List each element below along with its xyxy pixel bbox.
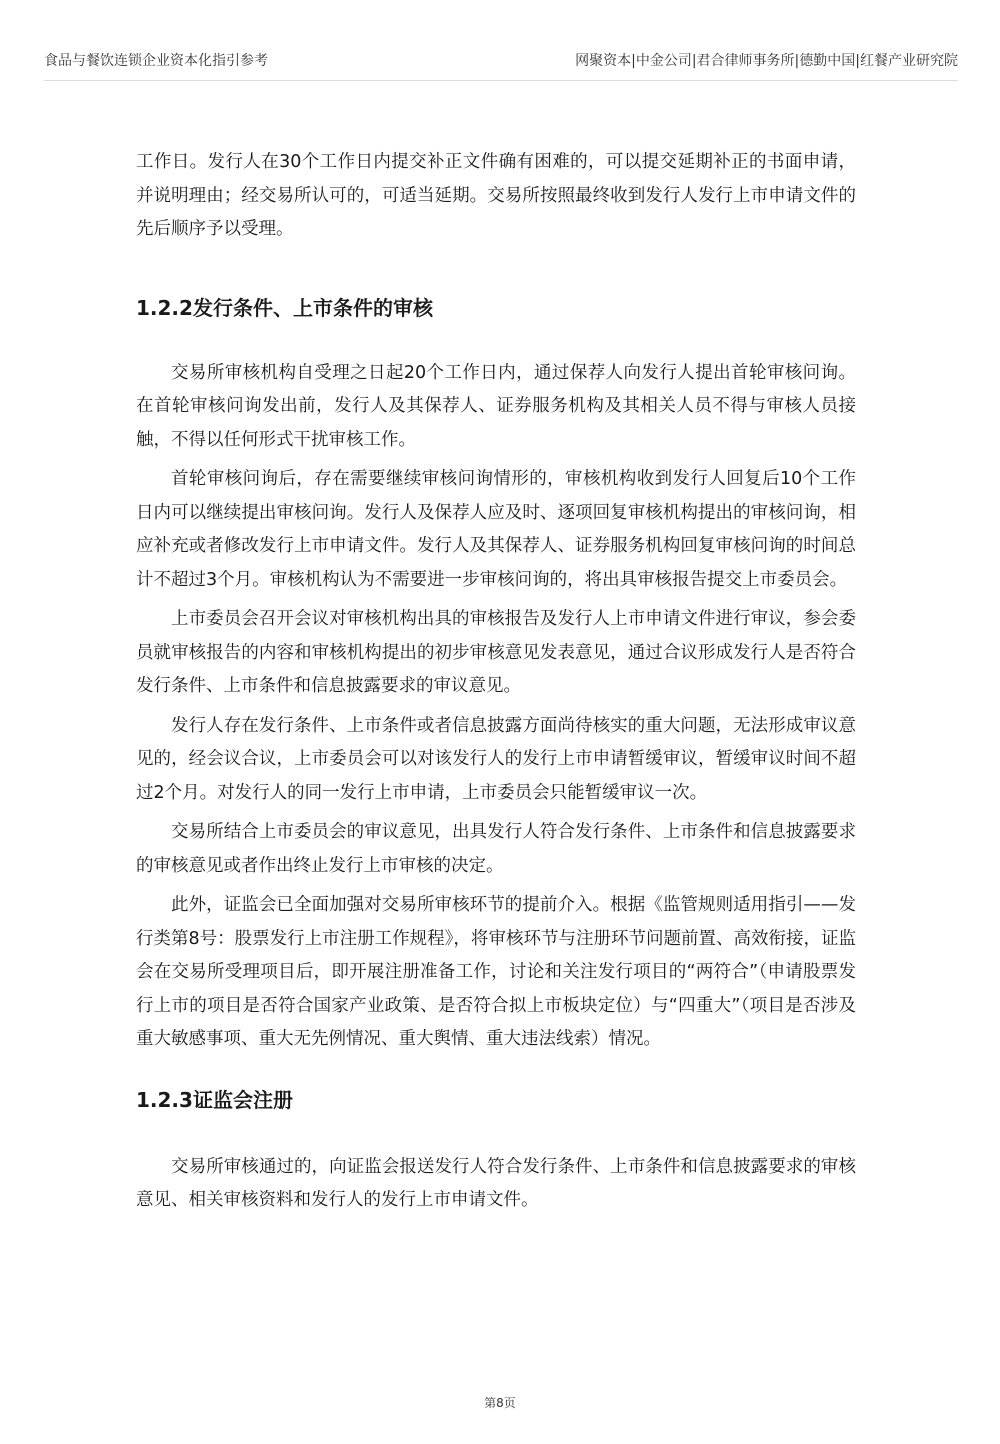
document-body xyxy=(136,146,856,1224)
paragraph-csrc-intervention: 此外，证监会已全面加强对交易所审核环节的提前介入。根据《监管规则适用指引——发行类第8号：股票发行上市注册工作规程》，将审核环节与注册环节问题前置、高效衔接，证监会在交易所受理项目后，即开展注册准备工作，讨论和关注发行项目的“两符合”（申请股票发行上市的项目是否符合国家产业政策、是否符合拟上市板块定位）与“四重大”（项目是否涉及重大敏感事项、重大无先例情况、重大舆情、重大违法线索）情况。 xyxy=(136,895,856,1049)
header-document-title: 食品与餐饮连锁企业资本化指引参考 xyxy=(44,53,268,69)
paragraph-csrc-registration: 交易所审核通过的，向证监会报送发行人符合发行条件、上市条件和信息披露要求的审核意见、相关审核资料和发行人的发行上市申请文件。 xyxy=(136,1156,856,1210)
paragraph-follow-up-review: 首轮审核问询后，存在需要继续审核问询情形的，审核机构收到发行人回复后10个工作日内可以继续提出审核问询。发行人及保荐人应及时、逐项回复审核机构提出的审核问询，相应补充或者修改发行上市申请文件。发行人及其保荐人、证券服务机构回复审核问询的时间总计不超过3个月。审核机构认为不需要进一步审核问询的，将出具审核报告提交上市委员会。 xyxy=(136,469,856,590)
header-organizations: 网聚资本|中金公司|君合律师事务所|德勤中国|红餐产业研究院 xyxy=(575,53,958,69)
section-heading-1-2-2: 1.2.2发行条件、上市条件的审核 xyxy=(136,295,433,320)
paragraph-first-review: 交易所审核机构自受理之日起20个工作日内，通过保荐人向发行人提出首轮审核问询。在首轮审核问询发出前，发行人及其保荐人、证券服务机构及其相关人员不得与审核人员接触，不得以任何形式干扰审核工作。 xyxy=(136,362,856,450)
paragraph-intro-continuation: 工作日。发行人在30个工作日内提交补正文件确有困难的，可以提交延期补正的书面申请，并说明理由；经交易所认可的，可适当延期。交易所按照最终收到发行人发行上市申请文件的先后顺序予以受理。 xyxy=(136,152,856,239)
paragraph-listing-committee: 上市委员会召开会议对审核机构出具的审核报告及发行人上市申请文件进行审议，参会委员就审核报告的内容和审核机构提出的初步审核意见发表意见，通过合议形成发行人是否符合发行条件、上市条件和信息披露要求的审议意见。 xyxy=(136,609,856,696)
page-number: 第8页 xyxy=(484,1396,516,1410)
paragraph-deferred-review: 发行人存在发行条件、上市条件或者信息披露方面尚待核实的重大问题，无法形成审议意见的，经会议合议，上市委员会可以对该发行人的发行上市申请暂缓审议，暂缓审议时间不超过2个月。对发行人的同一发行上市申请，上市委员会只能暂缓审议一次。 xyxy=(136,715,856,803)
paragraph-exchange-decision: 交易所结合上市委员会的审议意见，出具发行人符合发行条件、上市条件和信息披露要求的审核意见或者作出终止发行上市审核的决定。 xyxy=(136,822,856,876)
section-heading-1-2-3: 1.2.3证监会注册 xyxy=(136,1087,293,1112)
page-header xyxy=(44,50,958,81)
